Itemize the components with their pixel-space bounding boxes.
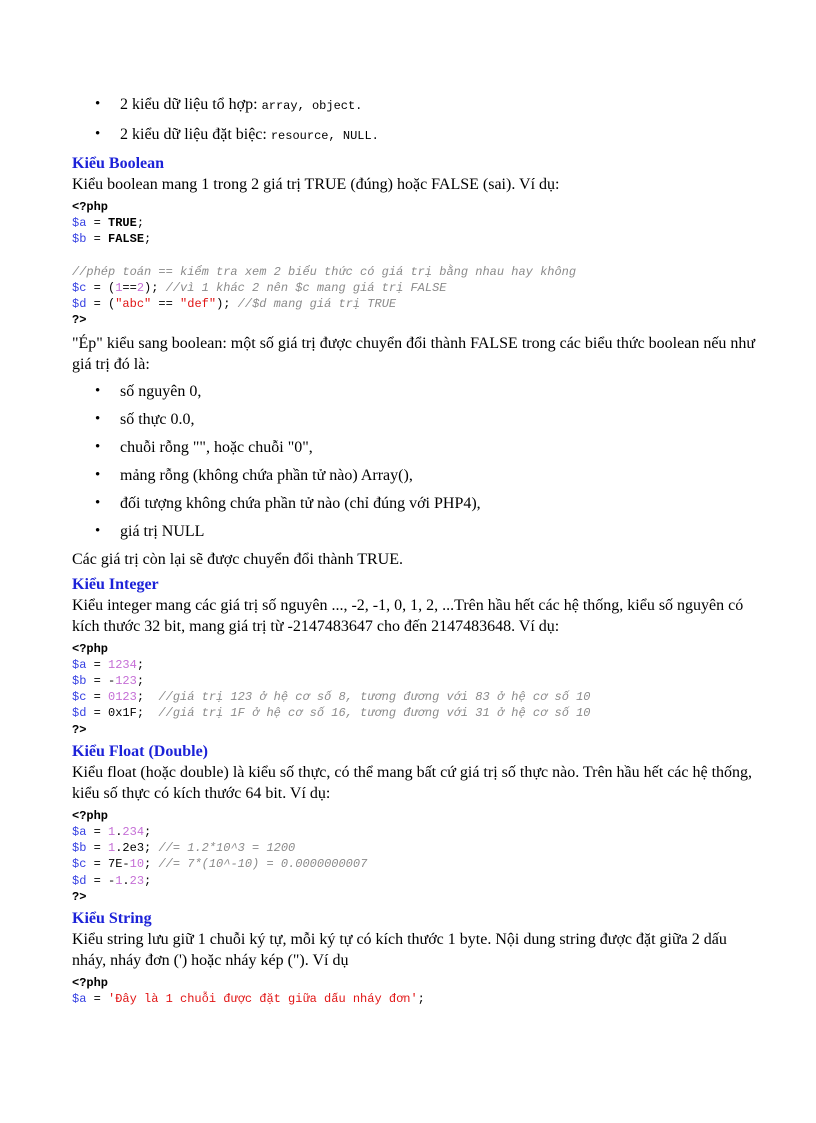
code-token: = -	[86, 873, 116, 888]
code-token: $a	[72, 216, 87, 231]
code-token: 1	[108, 825, 116, 840]
code-token: ==	[122, 281, 137, 296]
code-token: ?>	[72, 889, 87, 904]
inline-code: resource, NULL.	[270, 129, 379, 143]
code-token: $b	[72, 674, 87, 689]
code-token: = 7E-	[86, 857, 130, 872]
code-token: ?>	[72, 313, 87, 328]
code-token: ;	[136, 657, 145, 672]
list-item: • mảng rỗng (không chứa phần tử nào) Array(),	[120, 465, 762, 486]
code-block-float	[72, 808, 762, 905]
code-token: //= 1.2*10^3 = 1200	[158, 841, 296, 856]
code-line	[72, 297, 396, 311]
code-line	[72, 674, 144, 688]
code-token: =	[86, 690, 109, 705]
list-item	[120, 124, 762, 147]
code-line	[72, 976, 108, 990]
code-token: $b	[72, 841, 87, 856]
heading-string: Kiểu String	[72, 910, 152, 928]
code-token: =	[86, 657, 109, 672]
boolean-cast-text: "Ép" kiểu sang boolean: một số giá trị được chuyển đổi thành FALSE trong các biểu thức boolean nếu như giá trị đó là:	[72, 334, 756, 373]
code-line	[72, 216, 144, 230]
code-token: = (	[86, 297, 116, 312]
code-token: ;	[144, 825, 152, 840]
code-line	[72, 281, 447, 295]
list-item: • đối tượng không chứa phần tử nào (chỉ đúng với PHP4),	[120, 493, 762, 514]
list-item: • giá trị NULL	[120, 521, 762, 542]
code-token: //phép toán == kiểm tra xem 2 biểu thức có giá trị bằng nhau hay không	[72, 264, 577, 279]
code-token: 2	[136, 281, 145, 296]
code-token: $d	[72, 873, 87, 888]
code-line	[72, 200, 108, 214]
code-token: 1	[115, 873, 123, 888]
code-token: =	[86, 216, 109, 231]
heading-boolean: Kiểu Boolean	[72, 155, 165, 172]
code-token: 0123	[108, 690, 137, 705]
code-token: );	[216, 297, 238, 312]
code-token: //vì 1 khác 2 nên $c mang giá trị FALSE	[165, 281, 447, 296]
code-token: $c	[72, 281, 87, 296]
list-item-text: 2 kiểu dữ liệu đặt biệc:	[120, 126, 271, 143]
code-token: =	[86, 825, 109, 840]
code-line	[72, 890, 86, 904]
code-token: .	[115, 825, 123, 840]
code-token: = 0x1F;	[86, 706, 159, 721]
code-line	[72, 825, 151, 839]
list-item: • số thực 0.0,	[120, 409, 762, 430]
list-item	[120, 94, 762, 117]
inline-code: array, object.	[261, 99, 363, 113]
code-token: $c	[72, 857, 87, 872]
code-line	[72, 313, 86, 327]
code-token: ;	[144, 232, 152, 247]
code-token: =	[86, 841, 109, 856]
code-token: 1234	[108, 657, 137, 672]
code-token: $b	[72, 232, 87, 247]
code-line	[72, 809, 108, 823]
code-token: ;	[136, 216, 145, 231]
float-description: Kiểu float (hoặc double) là kiểu số thực, có thể mang bất cứ giá trị số thực nào. Trên hầu hết các hệ thống, kiểu số thực có kích thước 64 bit. Ví dụ:	[72, 763, 753, 802]
code-token: 1	[115, 281, 123, 296]
code-token: TRUE	[108, 216, 137, 231]
code-line	[72, 841, 295, 855]
code-token: );	[144, 281, 166, 296]
code-token: //giá trị 123 ở hệ cơ số 8, tương đương với 83 ở hệ cơ số 10	[158, 690, 591, 705]
code-token: <?php	[72, 976, 109, 991]
code-line	[72, 690, 591, 704]
boolean-rest-text: Các giá trị còn lại sẽ được chuyển đổi thành TRUE.	[72, 550, 403, 568]
code-token: //= 7*(10^-10) = 0.0000000007	[158, 857, 368, 872]
boolean-cast-list	[72, 381, 762, 542]
code-token: $d	[72, 706, 87, 721]
integer-description: Kiểu integer mang các giá trị số nguyên ..., -2, -1, 0, 1, 2, ...Trên hầu hết các hệ thống, kiểu số nguyên có kích thước 32 bit, mang giá trị từ -2147483647 cho đến 2147483648. Ví dụ:	[72, 596, 744, 635]
code-token: 234	[122, 825, 145, 840]
code-token: .2e3;	[115, 841, 159, 856]
code-token: .	[122, 873, 130, 888]
code-token: "def"	[180, 297, 217, 312]
code-token: 1	[108, 841, 116, 856]
code-token: //giá trị 1F ở hệ cơ số 16, tương đương với 31 ở hệ cơ số 10	[158, 706, 591, 721]
code-token: "abc"	[115, 297, 152, 312]
code-token: = -	[86, 674, 116, 689]
code-line	[72, 857, 367, 871]
code-block-string	[72, 975, 762, 1007]
list-item: • số nguyên 0,	[120, 381, 762, 402]
code-token: $d	[72, 297, 87, 312]
code-token: $a	[72, 992, 87, 1007]
code-line	[72, 232, 151, 246]
code-token: ;	[144, 857, 159, 872]
code-line	[72, 658, 144, 672]
code-line	[72, 992, 425, 1006]
code-token: 23	[129, 873, 145, 888]
code-token: ;	[136, 674, 145, 689]
code-token: ;	[144, 873, 152, 888]
code-token: ==	[151, 297, 181, 312]
code-token: ;	[136, 690, 159, 705]
code-token: <?php	[72, 200, 109, 214]
code-token: ;	[417, 992, 425, 1007]
code-line	[72, 265, 576, 279]
code-token: 10	[129, 857, 145, 872]
code-token: $a	[72, 825, 87, 840]
code-block-boolean	[72, 199, 762, 329]
code-token: 123	[115, 674, 137, 689]
list-item-text: 2 kiểu dữ liệu tổ hợp:	[120, 96, 262, 113]
heading-float: Kiểu Float (Double)	[72, 742, 208, 760]
code-token: =	[86, 992, 109, 1007]
code-line	[72, 642, 108, 656]
code-token: $c	[72, 690, 87, 705]
boolean-description: Kiểu boolean mang 1 trong 2 giá trị TRUE (đúng) hoặc FALSE (sai). Ví dụ:	[72, 176, 560, 193]
string-description: Kiểu string lưu giữ 1 chuỗi ký tự, mỗi ký tự có kích thước 1 byte. Nội dung string được đặt giữa 2 dấu nháy, nháy đơn (') hoặc nháy kép ("). Ví dụ	[72, 931, 727, 970]
code-token: <?php	[72, 808, 109, 823]
code-token: FALSE	[108, 232, 145, 247]
code-token: $a	[72, 657, 87, 672]
code-token: = (	[86, 281, 116, 296]
code-token: <?php	[72, 641, 109, 656]
document-page	[72, 94, 762, 1011]
intro-list	[72, 94, 762, 147]
code-token: ?>	[72, 722, 87, 737]
code-token: //$d mang giá trị TRUE	[237, 297, 397, 312]
code-block-integer	[72, 641, 762, 738]
code-line	[72, 723, 86, 737]
heading-integer: Kiểu Integer	[72, 575, 159, 593]
code-line	[72, 874, 151, 888]
code-token: 'Đây là 1 chuỗi được đặt giữa dấu nháy đơn'	[108, 992, 418, 1007]
code-line	[72, 706, 591, 720]
list-item: • chuỗi rỗng "", hoặc chuỗi "0",	[120, 437, 762, 458]
code-token: =	[86, 232, 109, 247]
